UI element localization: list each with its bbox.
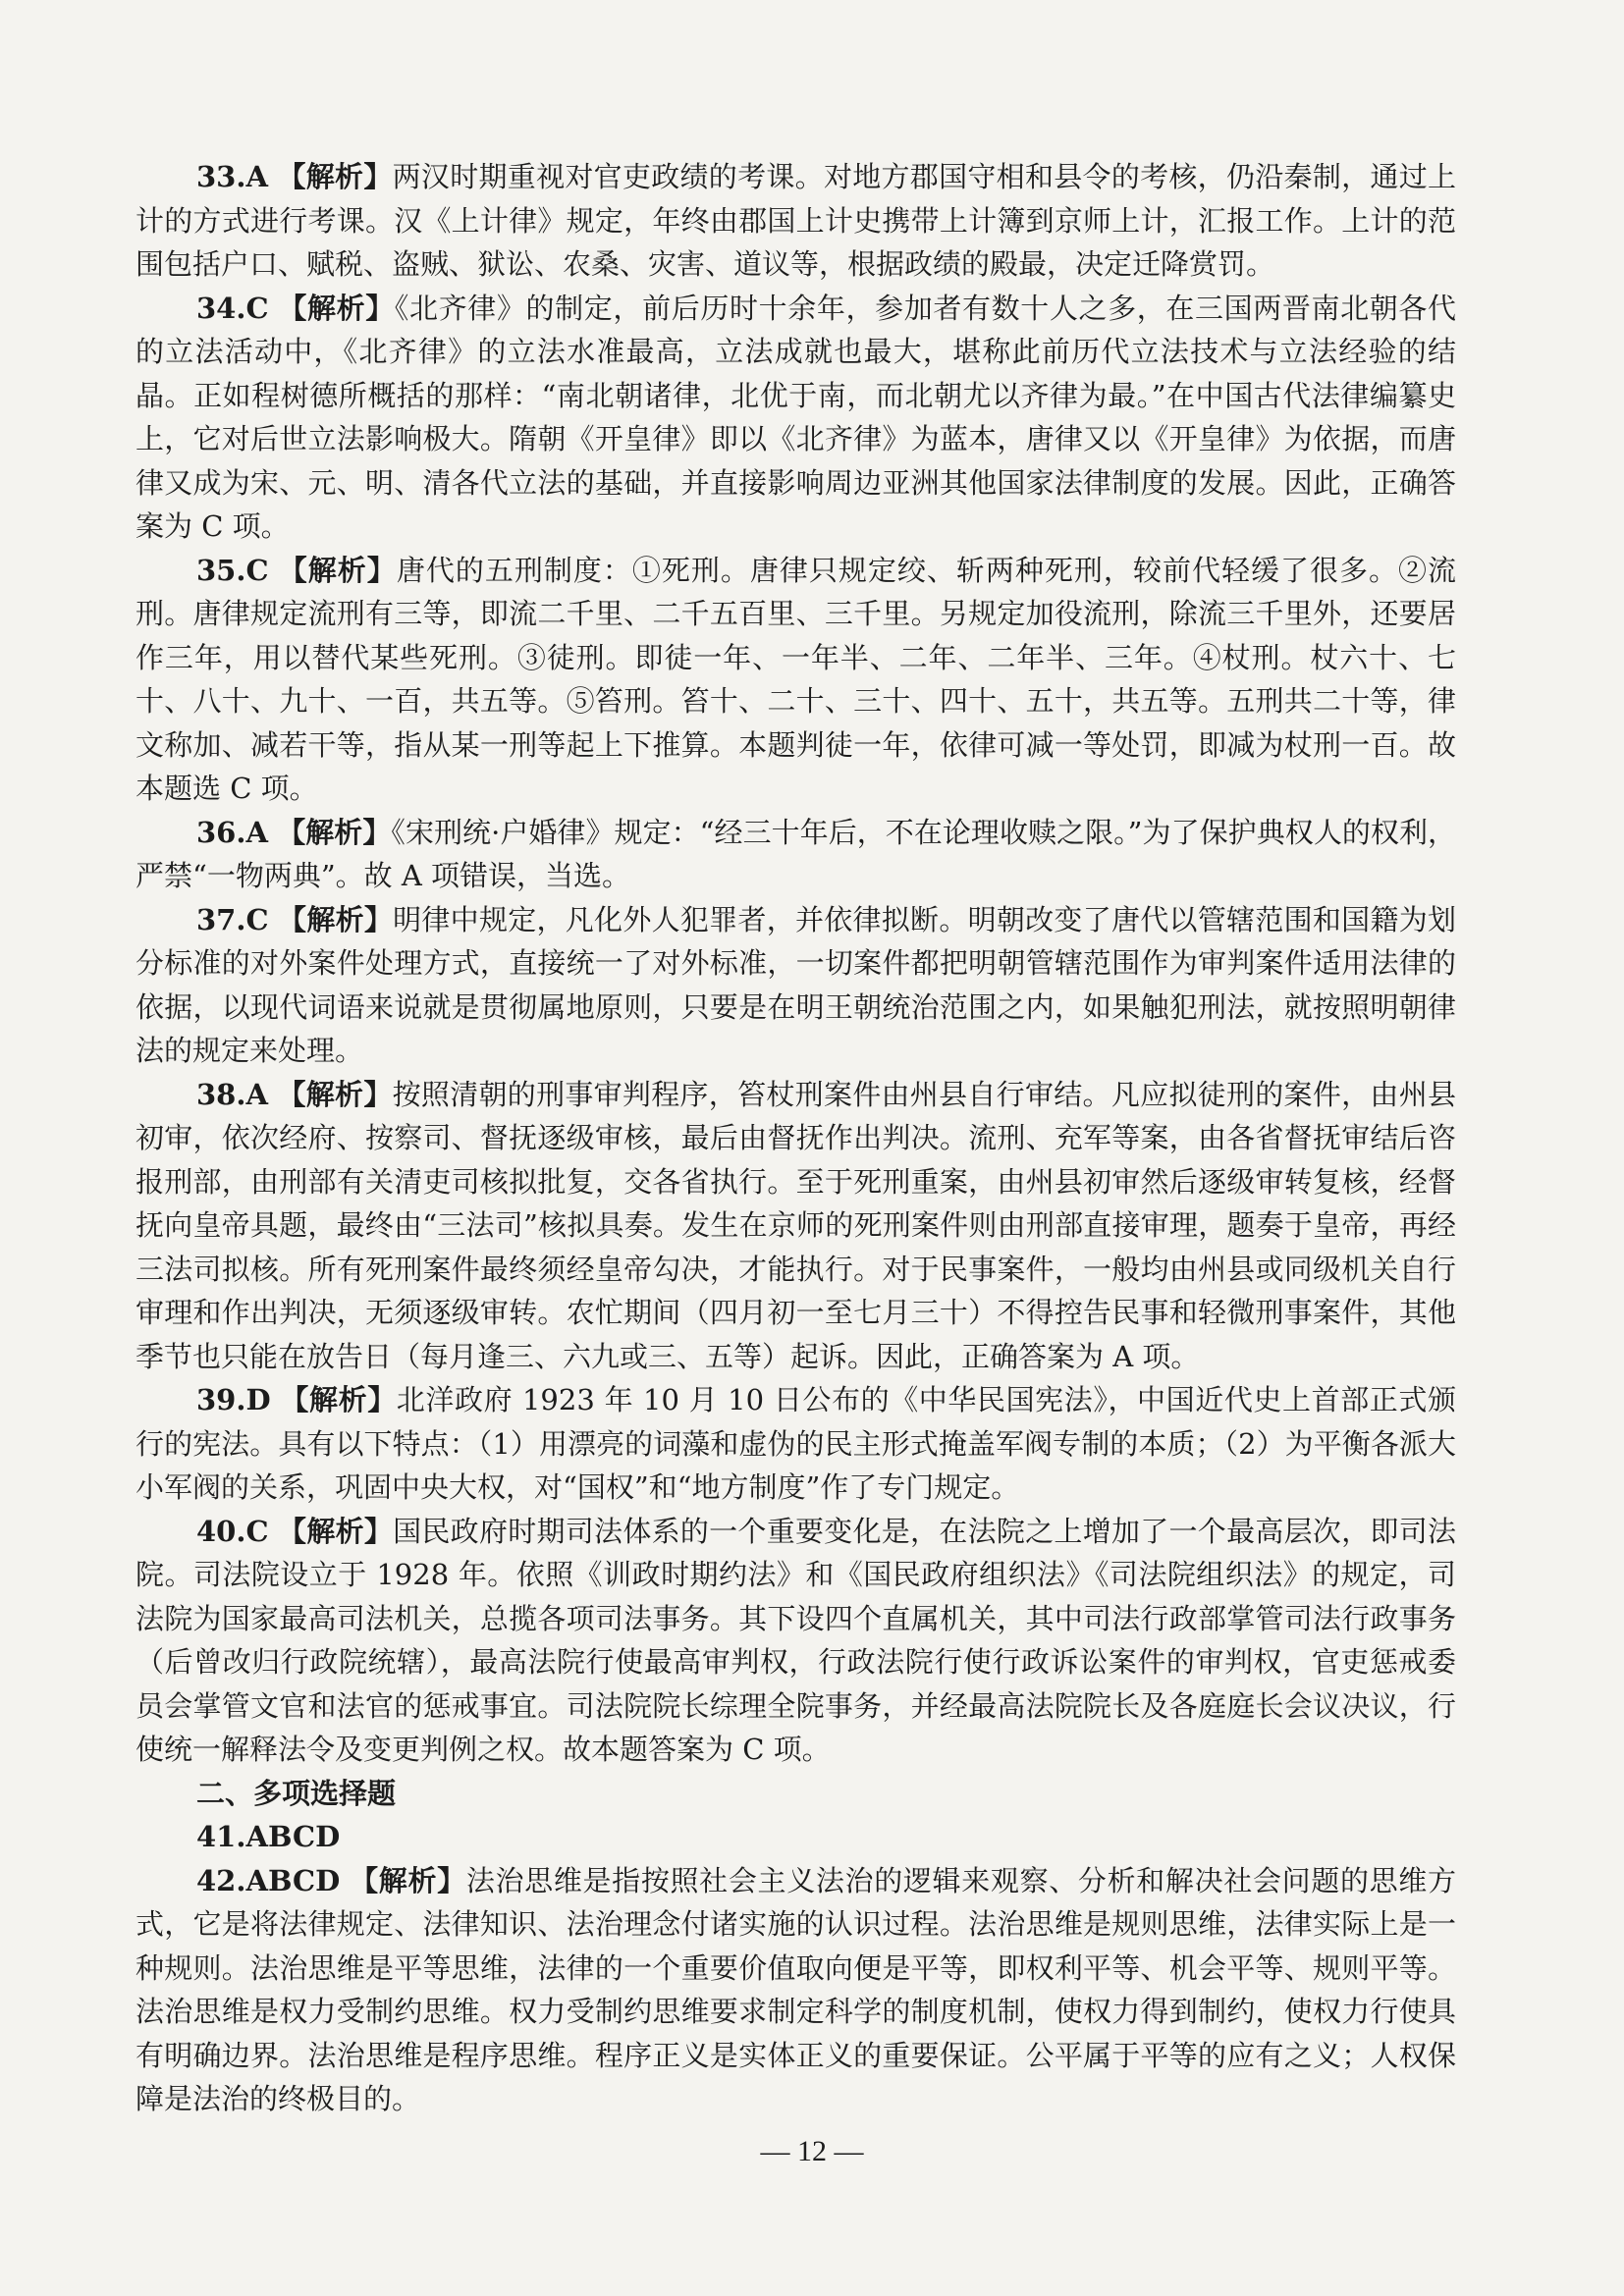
answer-number: 41.ABCD: [196, 1820, 341, 1853]
answer-42: [135, 1859, 1456, 2121]
page-number: — 12 —: [760, 2135, 864, 2167]
analysis-tag: 【解析】: [277, 815, 392, 849]
answer-text: 明律中规定，凡化外人犯罪者，并依律拟断。明朝改变了唐代以管辖范围和国籍为划分标准的对外案件处理方式，直接统一了对外标准，一切案件都把明朝管辖范围作为审判案件适用法律的依据，以现代词语来说就是贯彻属地原则，只要是在明王朝统治范围之内，如果触犯刑法，就按照明朝律法的规定来处理。: [135, 902, 1456, 1067]
answer-text: 《北齐律》的制定，前后历时十余年，参加者有数十人之多，在三国两晋南北朝各代的立法活动中，《北齐律》的立法水准最高，立法成就也最大，堪称此前历代立法技术与立法经验的结晶。正如程树德所概括的那样：“南北朝诸律，北优于南，而北朝尤以齐律为最。”在中国古代法律编纂史上，它对后世立法影响极大。隋朝《开皇律》即以《北齐律》为蓝本，唐律又以《开皇律》为依据，而唐律又成为宋、元、明、清各代立法的基础，并直接影响周边亚洲其他国家法律制度的发展。因此，正确答案为 C 项。: [135, 291, 1456, 543]
answer-38: [135, 1073, 1456, 1379]
answer-text: 《宋刑统·户婚律》规定：“经三十年后，不在论理收赎之限。”为了保护典权人的权利，严禁“一物两典”。故 A 项错误，当选。: [135, 815, 1456, 892]
answer-35: [135, 549, 1456, 811]
analysis-tag: 【解析】: [280, 1383, 397, 1416]
answer-number: 36.A: [196, 815, 268, 849]
analysis-tag: 【解析】: [278, 902, 394, 936]
answer-33: [135, 155, 1456, 287]
answer-34: [135, 287, 1456, 549]
section-heading: 二、多项选择题: [196, 1776, 397, 1810]
answer-text: 按照清朝的刑事审判程序，笞杖刑案件由州县自行审结。凡应拟徒刑的案件，由州县初审，依次经府、按察司、督抚逐级审核，最后由督抚作出判决。流刑、充军等案，由各省督抚审结后咨报刑部，由刑部有关清吏司核拟批复，交各省执行。至于死刑重案，由州县初审然后逐级审转复核，经督抚向皇帝具题，最终由“三法司”核拟具奏。发生在京师的死刑案件则由刑部直接审理，题奏于皇帝，再经三法司拟核。所有死刑案件最终须经皇帝勾决，才能执行。对于民事案件，一般均由州县或同级机关自行审理和作出判决，无须逐级审转。农忙期间（四月初一至七月三十）不得控告民事和轻微刑事案件，其他季节也只能在放告日（每月逢三、六九或三、五等）起诉。因此，正确答案为 A 项。: [135, 1077, 1456, 1373]
answer-41: [135, 1815, 1456, 1859]
document-body: [135, 155, 1456, 2121]
answer-number: 37.C: [196, 902, 269, 936]
answer-37: [135, 898, 1456, 1073]
analysis-tag: 【解析】: [278, 1514, 394, 1548]
answer-39: [135, 1378, 1456, 1510]
answer-text: 唐代的五刑制度：①死刑。唐律只规定绞、斩两种死刑，较前代轻缓了很多。②流刑。唐律规定流刑有三等，即流二千里、二千五百里、三千里。另规定加役流刑，除流三千里外，还要居作三年，用以替代某些死刑。③徒刑。即徒一年、一年半、二年、二年半、三年。④杖刑。杖六十、七十、八十、九十、一百，共五等。⑤笞刑。笞十、二十、三十、四十、五十，共五等。五刑共二十等，律文称加、减若干等，指从某一刑等起上下推算。本题判徒一年，依律可减一等处罚，即减为杖刑一百。故本题选 C 项。: [135, 553, 1456, 805]
analysis-tag: 【解析】: [350, 1863, 466, 1897]
analysis-tag: 【解析】: [278, 553, 397, 587]
answer-number: 35.C: [196, 553, 269, 587]
answer-text: 两汉时期重视对官吏政绩的考课。对地方郡国守相和县令的考核，仍沿秦制，通过上计的方式进行考课。汉《上计律》规定，年终由郡国上计史携带上计簿到京师上计，汇报工作。上计的范围包括户口、赋税、盗贼、狱讼、农桑、灾害、道议等，根据政绩的殿最，决定迁降赏罚。: [135, 160, 1456, 281]
analysis-tag: 【解析】: [277, 160, 393, 193]
analysis-tag: 【解析】: [278, 291, 395, 325]
answer-text: 法治思维是指按照社会主义法治的逻辑来观察、分析和解决社会问题的思维方式，它是将法律规定、法律知识、法治理念付诸实施的认识过程。法治思维是规则思维，法律实际上是一种规则。法治思维是平等思维，法律的一个重要价值取向便是平等，即权利平等、机会平等、规则平等。法治思维是权力受制约思维。权力受制约思维要求制定科学的制度机制，使权力得到制约，使权力行使具有明确边界。法治思维是程序思维。程序正义是实体正义的重要保证。公平属于平等的应有之义；人权保障是法治的终极目的。: [135, 1863, 1456, 2115]
answer-text: 国民政府时期司法体系的一个重要变化是，在法院之上增加了一个最高层次，即司法院。司法院设立于 1928 年。依照《训政时期约法》和《国民政府组织法》《司法院组织法》的规定，司法院为国家最高司法机关，总揽各项司法事务。其下设四个直属机关，其中司法行政部掌管司法行政事务（后曾改归行政院统辖），最高法院行使最高审判权，行政法院行使行政诉讼案件的审判权，官吏惩戒委员会掌管文官和法官的惩戒事宜。司法院院长综理全院事务，并经最高法院院长及各庭庭长会议决议，行使统一解释法令及变更判例之权。故本题答案为 C 项。: [135, 1514, 1456, 1766]
answer-text: 北洋政府 1923 年 10 月 10 日公布的《中华民国宪法》，中国近代史上首部正式颁行的宪法。具有以下特点：（1）用漂亮的词藻和虚伪的民主形式掩盖军阀专制的本质；（2）为平衡各派大小军阀的关系，巩固中央大权，对“国权”和“地方制度”作了专门规定。: [135, 1383, 1456, 1504]
answer-number: 38.A: [196, 1077, 268, 1111]
answer-number: 42.ABCD: [196, 1863, 341, 1897]
answer-number: 33.A: [196, 160, 268, 193]
answer-number: 34.C: [196, 291, 269, 325]
answer-number: 40.C: [196, 1514, 269, 1548]
analysis-tag: 【解析】: [277, 1077, 393, 1111]
answer-number: 39.D: [196, 1383, 271, 1416]
answer-36: [135, 811, 1456, 898]
answer-40: [135, 1510, 1456, 1772]
